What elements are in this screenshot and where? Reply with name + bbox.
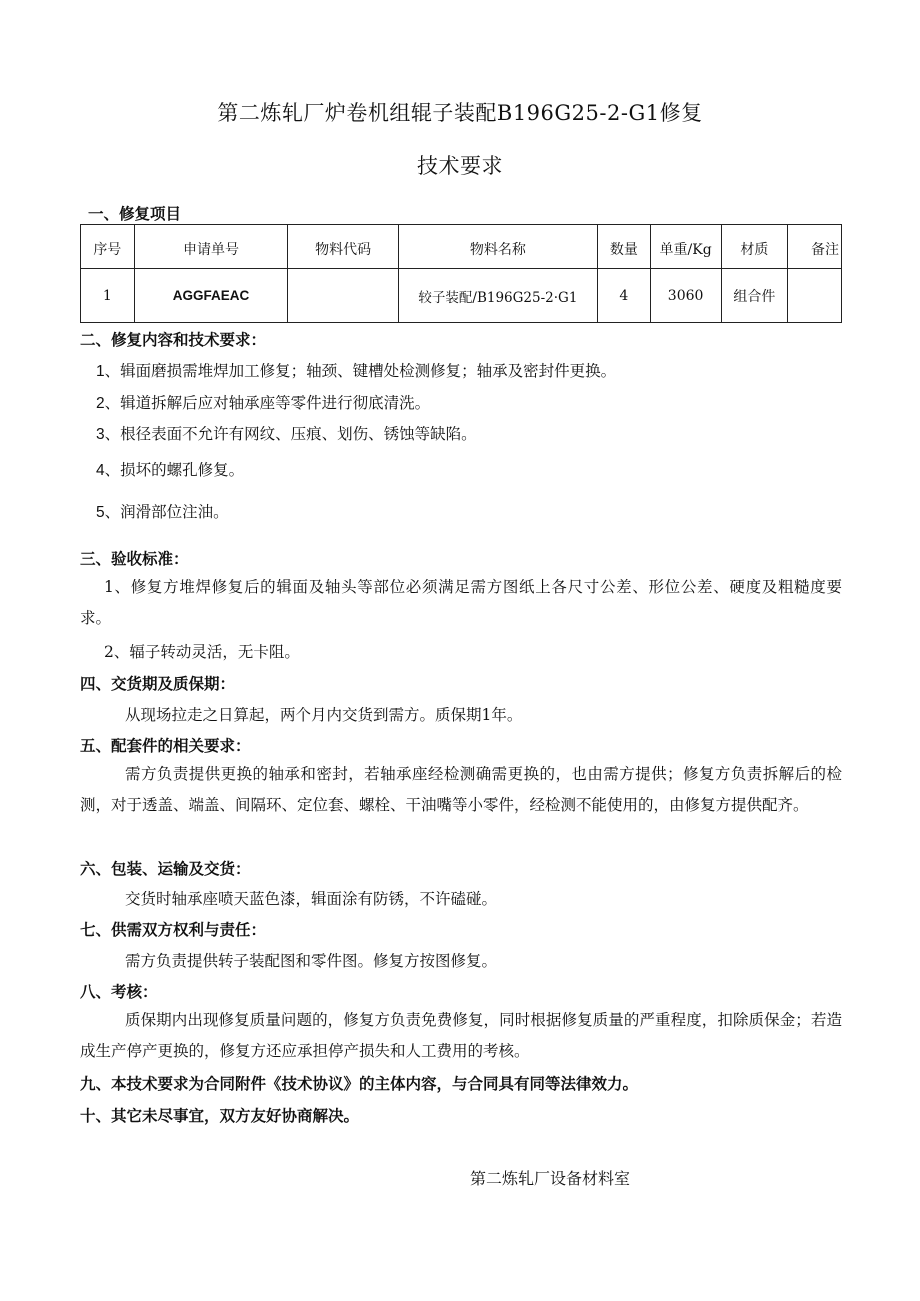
header-cell: 序号 [81,225,135,269]
section-1-heading: 一、修复项目 [88,205,182,223]
table-header-row [81,225,842,269]
header-cell: 物料名称 [398,225,597,269]
cell-request-no: AGGFAEAC [134,269,288,323]
section-10-heading: 十、其它未尽事宜，双方友好协商解决。 [80,1107,360,1125]
header-cell: 物料代码 [288,225,398,269]
section-5-heading: 五、配套件的相关要求： [80,737,251,755]
document-title: 第二炼轧厂炉卷机组辊子装配B196G25-2-G1修复 [217,101,703,125]
header-cell: 数量 [598,225,651,269]
section-4-heading: 四、交货期及质保期： [80,675,236,693]
section-2-heading: 二、修复内容和技术要求： [80,331,267,349]
cell-material: 组合件 [721,269,788,323]
section-9-heading: 九、本技术要求为合同附件《技术协议》的主体内容，与合同具有同等法律效力。 [80,1075,639,1093]
list-item: 5、润滑部位注油。 [96,503,229,521]
signature: 第二炼轧厂设备材料室 [470,1169,631,1188]
cell-remark [788,269,842,323]
list-item: 2、辑道拆解后应对轴承座等零件进行彻底清洗。 [96,394,431,412]
repair-items-table [80,224,842,323]
assessment-text: 质保期内出现修复质量问题的，修复方负责免费修复，同时根据修复质量的严重程度，扣除质保金；若造成生产停产更换的，修复方还应承担停产损失和人工费用的考核。 [80,1011,842,1060]
section-8-heading: 八、考核： [80,983,158,1001]
acceptance-item-1: 1、修复方堆焊修复后的辑面及轴头等部位必须满足需方图纸上各尺寸公差、形位公差、硬度及粗糙度要求。 [80,578,842,627]
delivery-text: 从现场拉走之日算起，两个月内交货到需方。质保期1年。 [125,706,523,724]
packaging-text: 交货时轴承座喷天蓝色漆，辑面涂有防锈，不许磕碰。 [125,890,498,908]
list-item: 1、辑面磨损需堆焊加工修复；轴颈、键槽处检测修复；轴承及密封件更换。 [96,362,617,380]
header-cell: 申请单号 [134,225,288,269]
acceptance-item-2: 2、辐子转动灵活，无卡阻。 [104,643,300,661]
table-row [81,269,842,323]
cell-material-name: 较子装配/B196G25-2·G1 [398,269,597,323]
header-cell: 备注 [788,225,842,269]
cell-unit-weight: 3060 [650,269,721,323]
cell-quantity: 4 [598,269,651,323]
cell-index: 1 [81,269,135,323]
rights-text: 需方负责提供转子装配图和零件图。修复方按图修复。 [125,952,498,970]
cell-material-code [288,269,398,323]
list-item: 3、根径表面不允许有网纹、压痕、划伤、锈蚀等缺陷。 [96,425,477,443]
document-subtitle: 技术要求 [417,154,503,178]
section-7-heading: 七、供需双方权利与责任： [80,921,267,939]
header-cell: 材质 [721,225,788,269]
section-3-heading: 三、验收标准： [80,550,189,568]
list-item: 4、损坏的螺孔修复。 [96,461,245,479]
header-cell: 单重/Kg [650,225,721,269]
accessories-text: 需方负责提供更换的轴承和密封，若轴承座经检测确需更换的，也由需方提供；修复方负责拆解后的检测，对于透盖、端盖、间隔环、定位套、螺栓、干油嘴等小零件，经检测不能使用的，由修复方提供配齐。 [80,765,842,814]
section-6-heading: 六、包装、运输及交货： [80,860,251,878]
